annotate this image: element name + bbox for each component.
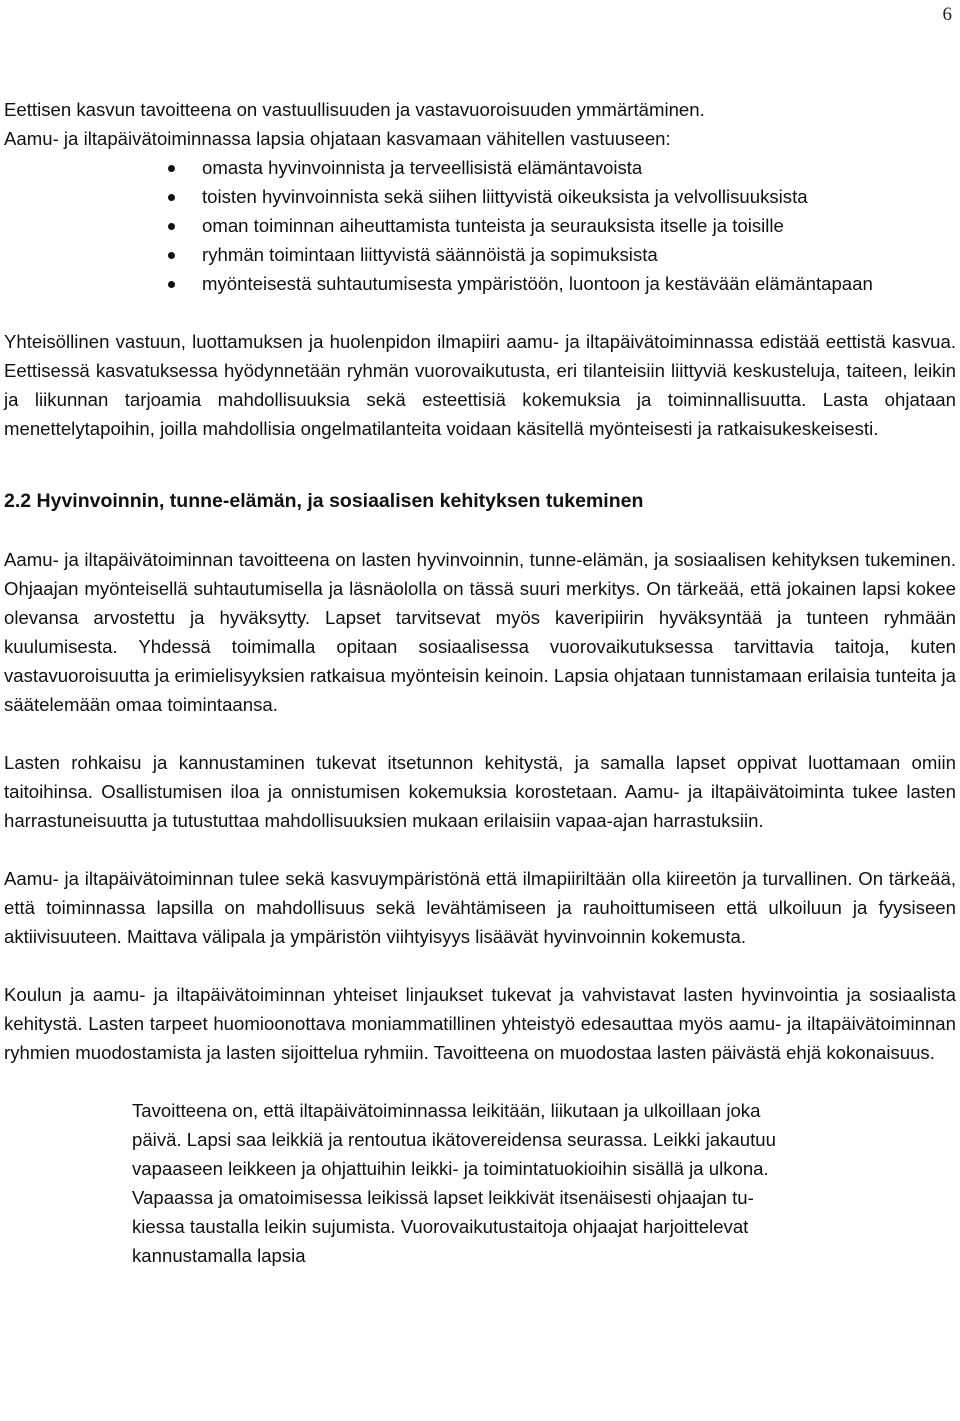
bullet-icon — [168, 194, 175, 201]
list-item: ryhmän toimintaan liittyvistä säännöistä ja sopimuksista — [202, 240, 956, 269]
list-item: myönteisestä suhtautumisesta ympäristöön, luontoon ja kestävään elämäntapaan — [202, 269, 956, 298]
responsibility-list — [4, 153, 956, 298]
indented-line: päivä. Lapsi saa leikkiä ja rentoutua ikätovereidensa seurassa. Leikki jakautuu — [132, 1129, 776, 1150]
indented-block — [4, 1096, 956, 1270]
bullet-icon — [168, 223, 175, 230]
list-item: omasta hyvinvoinnista ja terveellisistä elämäntavoista — [202, 153, 956, 182]
indented-line: kannustamalla lapsia — [132, 1245, 306, 1266]
paragraph-wellbeing: Aamu- ja iltapäivätoiminnan tavoitteena on lasten hyvinvoinnin, tunne-elämän, ja sosiaalisen kehityksen tukeminen. Ohjaajan myönteisellä suhtautumisella ja läsnäololla on tässä suuri merkitys. On tärkeää, että jokainen lapsi kokee olevansa arvostettu ja hyväksytty. Lapset tarvitsevat myös kaveripiirin hyväksyntää ja tunteen ryhmään kuulumisesta. Yhdessä toimimalla opitaan sosiaalisessa vuorovaikutuksessa tarvittavia taitoja, kuten vastavuoroisuutta ja erimielisyyksien ratkaisua myönteisin keinoin. Lapsia ohjataan tunnistamaan erilaisia tunteita ja säätelemään omaa toimintaansa. — [4, 549, 956, 715]
list-item: toisten hyvinvoinnista sekä siihen liittyvistä oikeuksista ja velvollisuuksista — [202, 182, 956, 211]
indented-line: kiessa taustalla leikin sujumista. Vuorovaikutustaitoja ohjaajat harjoittelevat — [132, 1216, 749, 1237]
paragraph-environment: Aamu- ja iltapäivätoiminnan tulee sekä kasvuympäristönä että ilmapiiriltään olla kiireetön ja turvallinen. On tärkeää, että toiminnassa lapsilla on mahdollisuus sekä levähtämiseen ja rauhoittumiseen että ulkoiluun ja fyysiseen aktiivisuuteen. Maittava välipala ja ympäristön viihtyisyys lisäävät hyvinvoinnin kokemusta. — [4, 868, 956, 947]
document-body — [4, 95, 956, 1270]
bullet-icon — [168, 252, 175, 259]
paragraph-ethics: Yhteisöllinen vastuun, luottamuksen ja huolenpidon ilmapiiri aamu- ja iltapäivätoiminnassa edistää eettistä kasvua. Eettisessä kasvatuksessa hyödynnetään ryhmän vuorovaikutusta, eri tilanteisiin liittyviä keskusteluja, taiteen, leikin ja liikunnan tarjoamia mahdollisuuksia sekä esteettisiä kokemuksia ja toiminnallisuutta. Lasta ohjataan menettelytapoihin, joilla mahdollisia ongelmatilanteita voidaan käsitellä myönteisesti ja ratkaisukeskeisesti. — [4, 331, 956, 439]
bullet-icon — [168, 281, 175, 288]
paragraph-cooperation: Koulun ja aamu- ja iltapäivätoiminnan yhteiset linjaukset tukevat ja vahvistavat lasten hyvinvointia ja sosiaalista kehitystä. Lasten tarpeet huomioonottava moniammatillinen yhteistyö edesauttaa myös aamu- ja iltapäivätoiminnan ryhmien muodostamista ja lasten sijoittelua ryhmiin. Tavoitteena on muodostaa lasten päivästä ehjä kokonaisuus. — [4, 984, 956, 1063]
section-heading: 2.2 Hyvinvoinnin, tunne-elämän, ja sosiaalisen kehityksen tukeminen — [4, 490, 644, 512]
indented-line: Tavoitteena on, että iltapäivätoiminnassa leikitään, liikutaan ja ulkoillaan joka — [132, 1100, 761, 1121]
page-number: 6 — [942, 4, 952, 25]
bullet-icon — [168, 165, 175, 172]
list-item: oman toiminnan aiheuttamista tunteista ja seurauksista itselle ja toisille — [202, 211, 956, 240]
intro-line-2: Aamu- ja iltapäivätoiminnassa lapsia ohjataan kasvamaan vähitellen vastuuseen: — [4, 128, 671, 149]
intro-line-1: Eettisen kasvun tavoitteena on vastuullisuuden ja vastavuoroisuuden ymmärtäminen. — [4, 99, 705, 120]
paragraph-encouragement: Lasten rohkaisu ja kannustaminen tukevat itsetunnon kehitystä, ja samalla lapset oppivat luottamaan omiin taitoihinsa. Osallistumisen iloa ja onnistumisen kokemuksia korostetaan. Aamu- ja iltapäivätoiminta tukee lasten harrastuneisuutta ja tutustuttaa mahdollisuuksien mukaan erilaisiin vapaa-ajan harrastuksiin. — [4, 752, 956, 831]
indented-line: vapaaseen leikkeen ja ohjattuihin leikki- ja toimintatuokioihin sisällä ja ulkona. — [132, 1158, 769, 1179]
indented-line: Vapaassa ja omatoimisessa leikissä lapset leikkivät itsenäisesti ohjaajan tu- — [132, 1187, 754, 1208]
